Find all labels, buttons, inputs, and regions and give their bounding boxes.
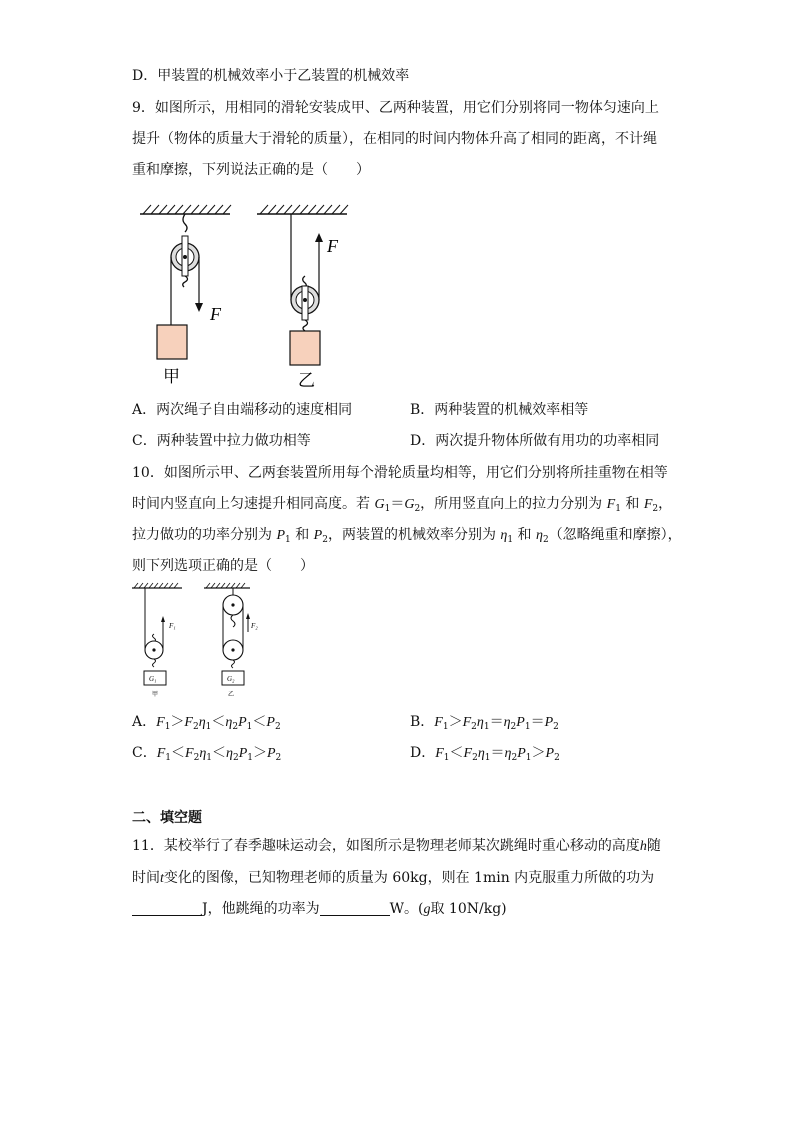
q10-yi-label: 乙 <box>228 691 235 698</box>
q10-yi-ceiling <box>204 583 250 588</box>
yi-movable-pulley <box>291 276 319 331</box>
q9-pulley-figure <box>135 200 365 390</box>
jia-force-arrow <box>195 303 203 312</box>
q10-f2-label: F₂ <box>251 622 258 630</box>
jia-load-block <box>157 325 187 359</box>
q9-option-a: A．两次绳子自由端移动的速度相同 <box>132 402 353 418</box>
q11-line3: J，他跳绳的功率为 W。(g取 10N/kg) <box>132 899 507 920</box>
yi-load-block <box>290 331 320 365</box>
q10-option-b: B．$F_1>F_2\eta_1=\eta_2P_1=P_2$ <box>410 714 559 732</box>
jia-force-label: F <box>210 304 221 324</box>
q10-yi-movable-pulley <box>223 640 243 668</box>
section-title-fill-in: 二、填空题 <box>132 810 202 826</box>
q9-option-c: C．两种装置中拉力做功相等 <box>132 433 311 449</box>
q10-option-d: D．$F_1<F_2\eta_1=\eta_2P_1>P_2$ <box>410 745 560 763</box>
q10-option-a: A．$F_1>F_2\eta_1<\eta_2P_1<P_2$ <box>132 714 281 732</box>
q10-option-c: C．$F_1<F_2\eta_1<\eta_2P_1>P_2$ <box>132 745 282 763</box>
q10-stem-line3: 拉力做功的功率分别为 $P_1$ 和 $P_2$，两装置的机械效率分别为 $\eta_1$ 和 $\eta_2$（忽略绳重和摩擦）， <box>132 527 682 545</box>
q10-jia-ceiling <box>132 583 182 588</box>
q11-blank-power[interactable] <box>320 901 390 916</box>
jia-label: 甲 <box>163 367 180 387</box>
q10-jia-arrow <box>161 616 165 622</box>
q11-line2: 时间t变化的图像，已知物理老师的质量为 60kg，则在 1min 内克服重力所做的功为 <box>132 870 655 886</box>
q10-g1-label: G₁ <box>149 675 157 683</box>
q10-stem-line1: 10．如图所示甲、乙两套装置所用每个滑轮质量均相等，用它们分别将所挂重物在相等 <box>132 465 668 481</box>
q10-yi-fixed-pulley <box>223 588 243 615</box>
q10-g2-label: G₂ <box>227 675 235 683</box>
q10-pulley-figure <box>128 582 268 700</box>
q10-stem-line4: 则下列选项正确的是（ ） <box>132 558 314 574</box>
q10-f1-label: F₁ <box>169 622 176 630</box>
q10-jia-label: 甲 <box>152 691 159 698</box>
yi-label: 乙 <box>298 371 315 391</box>
q9-stem-line1: 9．如图所示，用相同的滑轮安装成甲、乙两种装置，用它们分别将同一物体匀速向上 <box>132 100 659 116</box>
q10-jia-movable-pulley <box>145 634 163 667</box>
jia-ceiling <box>140 205 231 214</box>
yi-force-label: F <box>327 236 338 256</box>
q9-option-b: B．两种装置的机械效率相等 <box>410 402 589 418</box>
jia-fixed-pulley <box>171 214 199 287</box>
q9-stem-line3: 重和摩擦，下列说法正确的是（ ） <box>132 162 370 178</box>
q8-option-d: D．甲装置的机械效率小于乙装置的机械效率 <box>132 68 410 84</box>
yi-force-arrow <box>315 233 323 242</box>
q9-option-d: D．两次提升物体所做有用功的功率相同 <box>410 433 660 449</box>
q11-blank-work[interactable] <box>132 901 202 916</box>
q9-stem-line2: 提升（物体的质量大于滑轮的质量），在相同的时间内物体升高了相同的距离，不计绳 <box>132 131 657 147</box>
q10-stem-line2: 时间内竖直向上匀速提升相同高度。若 $G_1=G_2$，所用竖直向上的拉力分别为 $F_1$ 和 $F_2$， <box>132 496 673 514</box>
q10-yi-arrow <box>246 613 250 619</box>
yi-ceiling <box>257 205 348 214</box>
q11-line1: 11．某校举行了春季趣味运动会，如图所示是物理老师某次跳绳时重心移动的高度h随 <box>132 838 661 854</box>
